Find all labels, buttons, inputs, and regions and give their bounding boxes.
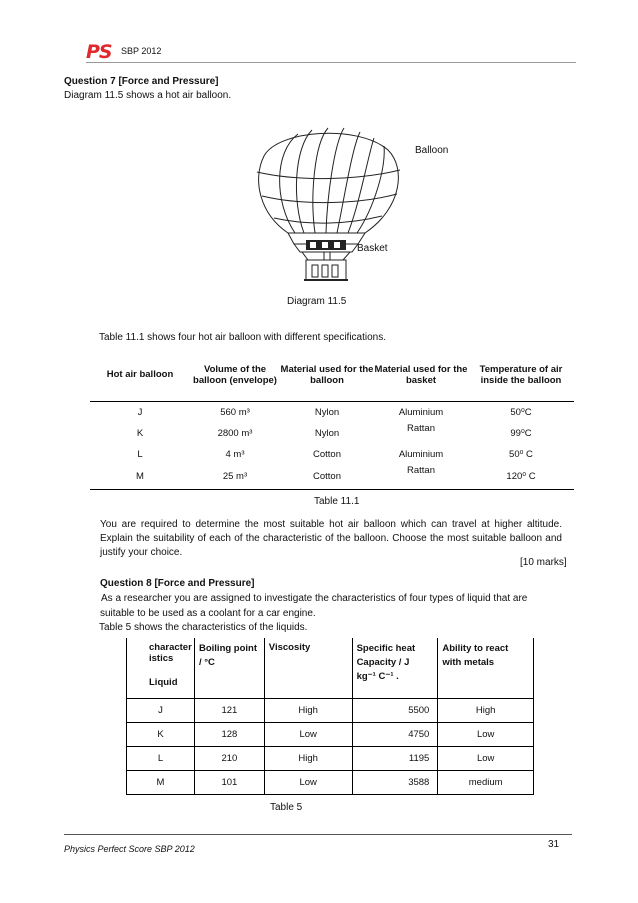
hot-air-balloon-diagram (240, 122, 440, 288)
cell-material-balloon: Cotton (313, 448, 341, 460)
q7-task: You are required to determine the most suitable hot air balloon which can travel at higher altitude. Explain the suitability of each of the characteristic of the balloon. Choose the most suitable balloon and justify your choice. (100, 519, 562, 558)
cell-name: J (137, 406, 143, 418)
header-temperature: Temperature of air inside the balloon (479, 363, 563, 386)
basket-label: Basket (357, 243, 388, 254)
header-hot-air-balloon: Hot air balloon (106, 369, 174, 381)
header-divider (86, 62, 576, 63)
cell-heat: 3588 (352, 770, 438, 794)
corner-characteristics-1: character (149, 642, 192, 653)
q8-intro-line3: Table 5 shows the characteristics of the liquids. (99, 622, 308, 633)
header-react-line1: Ability to react (442, 643, 509, 654)
footer-divider (64, 834, 572, 835)
cell-volume: 4 m³ (225, 448, 245, 460)
table-row (127, 722, 534, 746)
cell-volume: 2800 m³ (217, 427, 253, 439)
table-row (90, 465, 574, 489)
cell-heat: 1195 (352, 746, 438, 770)
cell-viscosity: Low (264, 722, 352, 746)
cell-heat: 4750 (352, 722, 438, 746)
header-title: SBP 2012 (121, 46, 162, 56)
cell-name: K (136, 427, 144, 439)
table-5 (126, 638, 534, 795)
cell-react: Low (476, 728, 495, 740)
q7-title: Question 7 [Force and Pressure] (64, 76, 219, 87)
cell-name: M (136, 471, 144, 483)
table-11-1-header-row (90, 349, 574, 401)
cell-material-balloon: Nylon (314, 406, 340, 418)
corner-characteristics-2: istics (149, 653, 174, 664)
cell-liquid: M (127, 770, 195, 794)
header-boiling-point (194, 638, 264, 698)
table-row (90, 423, 574, 443)
table-row (90, 443, 574, 465)
cell-liquid: L (127, 746, 195, 770)
header-heat-line1: Specific heat (356, 643, 416, 654)
footer-title: Physics Perfect Score SBP 2012 (64, 844, 195, 854)
header-corner (127, 638, 195, 698)
q7-intro: Diagram 11.5 shows a hot air balloon. (64, 90, 232, 101)
diagram-caption: Diagram 11.5 (287, 296, 347, 307)
table-11-1-intro: Table 11.1 shows four hot air balloon with different specifications. (99, 332, 387, 343)
cell-liquid: K (127, 722, 195, 746)
header-material-balloon: Material used for the balloon (280, 363, 374, 386)
cell-material-balloon: Nylon (314, 427, 340, 439)
cell-boiling: 210 (194, 746, 264, 770)
cell-material-basket: Aluminium (398, 406, 444, 418)
cell-react: medium (468, 776, 503, 788)
cell-heat: 5500 (352, 698, 438, 722)
q8-title: Question 8 [Force and Pressure] (100, 578, 255, 589)
header-react-line2: with metals (442, 657, 495, 668)
balloon-label: Balloon (415, 145, 449, 156)
table-row (127, 770, 534, 794)
q8-intro-line1: As a researcher you are assigned to investigate the characteristics of four types of liquid that are (101, 593, 528, 604)
corner-liquid: Liquid (149, 677, 178, 688)
cell-boiling: 128 (194, 722, 264, 746)
header-boiling-line1: Boiling point (198, 643, 258, 654)
page-number: 31 (548, 839, 560, 850)
cell-material-balloon: Cotton (313, 471, 341, 483)
cell-react: Low (476, 752, 495, 764)
cell-material-basket: Rattan (407, 423, 435, 434)
cell-temperature: 99⁰C (510, 427, 532, 439)
header-heat-line3: kg⁻¹ C⁻¹ . (356, 671, 399, 682)
cell-viscosity: High (264, 746, 352, 770)
ps-logo: PS (86, 41, 112, 63)
table-5-caption: Table 5 (270, 802, 303, 813)
table-row (90, 401, 574, 423)
cell-volume: 560 m³ (220, 406, 250, 418)
cell-material-basket: Aluminium (398, 448, 444, 460)
table-5-header-row (127, 638, 534, 698)
header-boiling-line2: / °C (198, 657, 215, 668)
cell-viscosity: High (264, 698, 352, 722)
cell-boiling: 121 (194, 698, 264, 722)
cell-volume: 25 m³ (222, 471, 248, 483)
cell-boiling: 101 (194, 770, 264, 794)
cell-viscosity: Low (264, 770, 352, 794)
cell-temperature: 120⁰ C (506, 471, 536, 483)
header-specific-heat (352, 638, 438, 698)
header-viscosity: Viscosity (264, 638, 352, 698)
q7-marks: [10 marks] (520, 557, 567, 568)
cell-temperature: 50⁰ C (509, 448, 533, 460)
header-material-basket: Material used for the basket (374, 363, 468, 386)
header-heat-line2: Capacity / J (356, 657, 410, 668)
header-ability-react (438, 638, 534, 698)
table-row (127, 746, 534, 770)
cell-temperature: 50⁰C (510, 406, 532, 418)
table-row (127, 698, 534, 722)
cell-react: High (475, 704, 496, 716)
header-volume: Volume of the balloon (envelope) (193, 363, 277, 386)
table-11-1-caption: Table 11.1 (314, 496, 360, 507)
cell-material-basket: Rattan (407, 465, 435, 476)
cell-name: L (137, 448, 143, 460)
table-11-1 (90, 349, 574, 490)
cell-liquid: J (127, 698, 195, 722)
q8-intro-line2: suitable to be used as a coolant for a car engine. (100, 608, 316, 619)
